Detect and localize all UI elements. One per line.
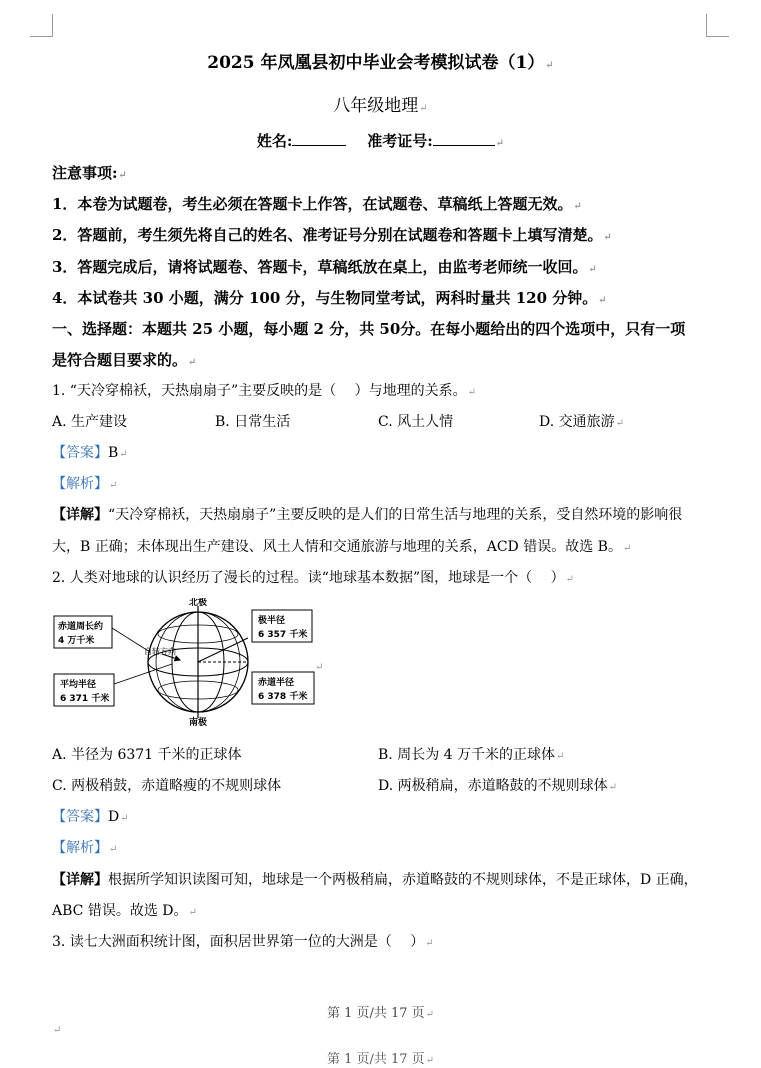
equatorial-radius-label: 赤道半径 (258, 678, 295, 688)
question-1-analysis-label: 【解析】↵ (52, 476, 118, 492)
equator-circumference-value: 4 万千米 (58, 636, 95, 646)
question-1-option-a: A. 生产建设 (52, 414, 128, 430)
question-2-option-a: A. 半径为 6371 千米的正球体 (52, 747, 242, 763)
mean-radius-value: 6 371 千米 (60, 694, 110, 704)
question-2-stem: 2. 人类对地球的认识经历了漫长的过程。读“地球基本数据”图，地球是一个（ ）↵ (52, 570, 574, 586)
corner-mark-top-right (706, 14, 729, 37)
page-footer-secondary: 第 1 页/共 17 页↵ (326, 1052, 435, 1067)
equator-circumference-label: 赤道周长约 (58, 622, 104, 632)
note-item-4: 4．本试卷共 30 小题，满分 100 分，与生物同堂考试，两科时量共 120 分钟。↵ (52, 289, 607, 307)
question-1-stem: 1. “天冷穿棉袄，天热扇扇子”主要反映的是（ ）与地理的关系。↵ (52, 383, 476, 399)
question-2-detail-line2: ABC 错误。故选 D。↵ (52, 903, 197, 919)
section-1-heading-line2: 是符合题目要求的。↵ (52, 351, 197, 369)
footer-paragraph-mark: ↵ (53, 1025, 62, 1036)
corner-mark-top-left (30, 14, 53, 37)
section-1-heading-line1: 一、选择题：本题共 25 小题，每小题 2 分，共 50分。在每小题给出的四个选项中，只有一项 (52, 320, 686, 338)
figure-paragraph-mark: ↵ (315, 662, 324, 673)
candidate-info-line: 姓名: 准考证号: ↵ (256, 132, 505, 150)
exam-id-blank (433, 131, 495, 146)
exam-title: 2025 年凤凰县初中毕业会考模拟试卷（1）↵ (207, 53, 554, 73)
polar-radius-label: 极半径 (258, 616, 286, 626)
note-item-3: 3．答题完成后，请将试题卷、答题卡，草稿纸放在桌上，由监考老师统一收回。↵ (52, 258, 597, 276)
question-3-stem: 3. 读七大洲面积统计图，面积居世界第一位的大洲是（ ）↵ (52, 934, 434, 950)
question-2-option-b: B. 周长为 4 万千米的正球体↵ (378, 747, 565, 763)
mean-radius-label: 平均半径 (60, 680, 97, 690)
page-footer: 第 1 页/共 17 页↵ (326, 1006, 435, 1021)
question-2-analysis-label: 【解析】↵ (52, 840, 118, 856)
question-1-answer: 【答案】B↵ (52, 445, 128, 461)
rotation-direction-label: 自转方向 (144, 647, 176, 656)
equatorial-radius-value: 6 378 千米 (258, 692, 308, 702)
name-label: 姓名: (256, 132, 293, 150)
answer-label: 【答案】 (52, 809, 108, 825)
question-1-option-c: C. 风土人情 (378, 414, 454, 430)
south-pole-label: 南极 (188, 718, 208, 726)
question-2-option-c: C. 两极稍鼓，赤道略瘦的不规则球体 (52, 778, 282, 794)
notes-heading: 注意事项:↵ (52, 164, 127, 182)
exam-id-label: 准考证号: (367, 132, 433, 150)
note-item-1: 1．本卷为试题卷，考生必须在答题卡上作答，在试题卷、草稿纸上答题无效。↵ (52, 195, 582, 213)
detail-label: 【详解】 (52, 872, 108, 888)
note-item-2: 2．答题前，考生须先将自己的姓名、准考证号分别在试题卷和答题卡上填写清楚。↵ (52, 226, 612, 244)
question-1-detail-line1: 【详解】“天冷穿棉袄，天热扇扇子”主要反映的是人们的日常生活与地理的关系，受自然环境的影响很 (52, 507, 683, 523)
answer-label: 【答案】 (52, 445, 108, 461)
name-blank (292, 131, 346, 146)
polar-radius-value: 6 357 千米 (258, 630, 308, 640)
question-2-answer: 【答案】D↵ (52, 809, 129, 825)
question-2-option-d: D. 两极稍扁，赤道略鼓的不规则球体↵ (378, 778, 618, 794)
earth-basic-data-figure (52, 598, 332, 726)
detail-label: 【详解】 (52, 507, 108, 523)
north-pole-label: 北极 (188, 598, 208, 608)
question-1-option-b: B. 日常生活 (215, 414, 291, 430)
question-1-detail-line2: 大，B 正确；未体现出生产建设、风土人情和交通旅游与地理的关系，ACD 错误。故选 B。↵ (52, 539, 632, 555)
question-2-detail-line1: 【详解】根据所学知识读图可知，地球是一个两极稍扁，赤道略鼓的不规则球体，不是正球体，D 正确， (52, 872, 698, 888)
globe-icon (148, 606, 248, 718)
exam-subtitle: 八年级地理↵ (333, 96, 428, 116)
question-1-option-d: D. 交通旅游↵ (539, 414, 625, 430)
